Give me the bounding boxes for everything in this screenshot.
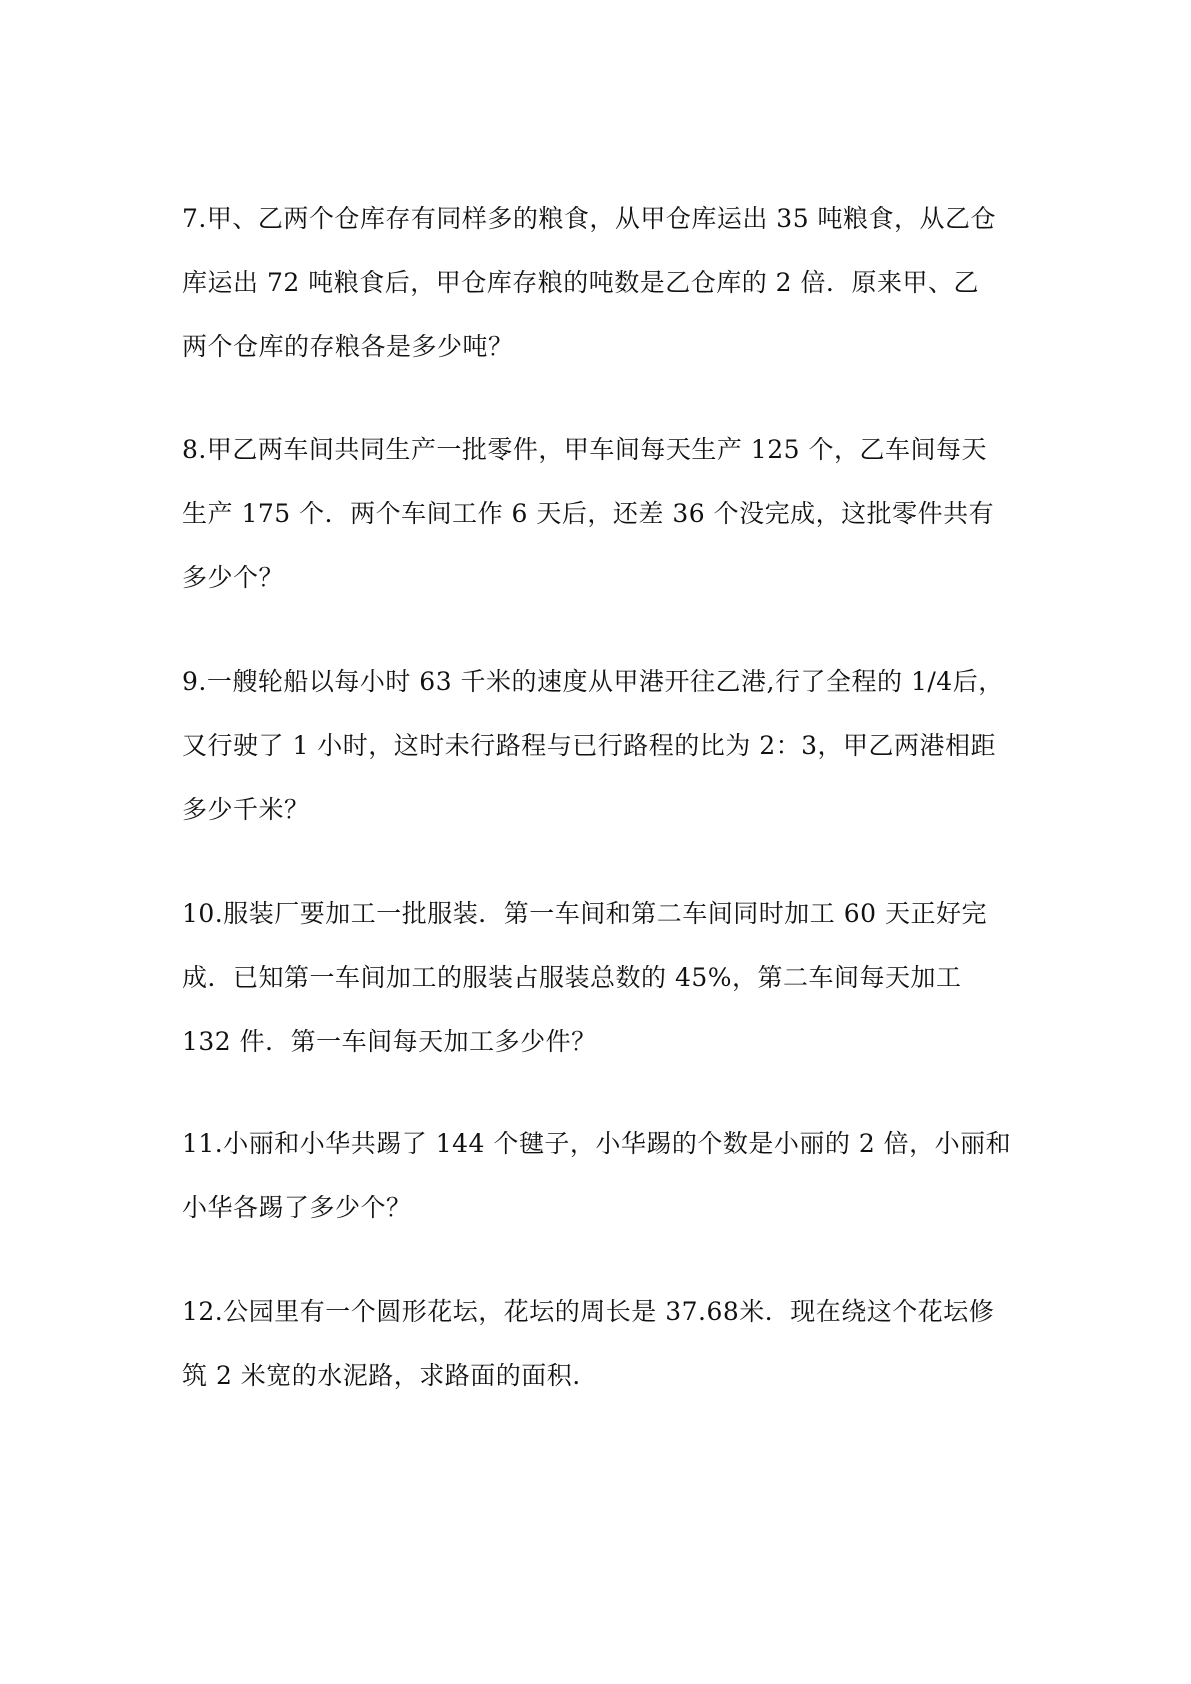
problem-line: 筑 2 米宽的水泥路，求路面的面积. bbox=[182, 1361, 581, 1390]
problem-line: 12.公园里有一个圆形花坛，花坛的周长是 37.68米．现在绕这个花坛修 bbox=[182, 1297, 995, 1326]
problem-7 bbox=[182, 187, 1022, 379]
problem-line: 多少千米？ bbox=[182, 795, 310, 824]
problem-10 bbox=[182, 882, 1022, 1074]
problem-line: 又行驶了 1 小时，这时未行路程与已行路程的比为 2：3，甲乙两港相距 bbox=[182, 731, 997, 760]
problem-line: 成．已知第一车间加工的服装占服装总数的 45%，第二车间每天加工 bbox=[182, 963, 962, 992]
problem-line: 8.甲乙两车间共同生产一批零件，甲车间每天生产 125 个，乙车间每天 bbox=[182, 435, 987, 464]
problem-line: 11.小丽和小华共踢了 144 个毽子，小华踢的个数是小丽的 2 倍，小丽和 bbox=[182, 1129, 1012, 1158]
problem-11 bbox=[182, 1112, 1022, 1240]
problem-8 bbox=[182, 418, 1022, 610]
problem-line: 小华各踢了多少个？ bbox=[182, 1193, 412, 1222]
problem-line: 9.一艘轮船以每小时 63 千米的速度从甲港开往乙港,行了全程的 1/4后， bbox=[182, 667, 1004, 696]
problem-line: 多少个？ bbox=[182, 563, 285, 592]
problem-line: 7.甲、乙两个仓库存有同样多的粮食，从甲仓库运出 35 吨粮食，从乙仓 bbox=[182, 204, 997, 233]
problem-line: 两个仓库的存粮各是多少吨？ bbox=[182, 332, 514, 361]
problem-9 bbox=[182, 650, 1022, 842]
problem-line: 10.服装厂要加工一批服装．第一车间和第二车间同时加工 60 天正好完 bbox=[182, 899, 987, 928]
problem-line: 132 件．第一车间每天加工多少件？ bbox=[182, 1027, 597, 1056]
problem-line: 生产 175 个．两个车间工作 6 天后，还差 36 个没完成，这批零件共有 bbox=[182, 499, 995, 528]
problem-12 bbox=[182, 1280, 1022, 1408]
problem-line: 库运出 72 吨粮食后，甲仓库存粮的吨数是乙仓库的 2 倍．原来甲、乙 bbox=[182, 268, 980, 297]
